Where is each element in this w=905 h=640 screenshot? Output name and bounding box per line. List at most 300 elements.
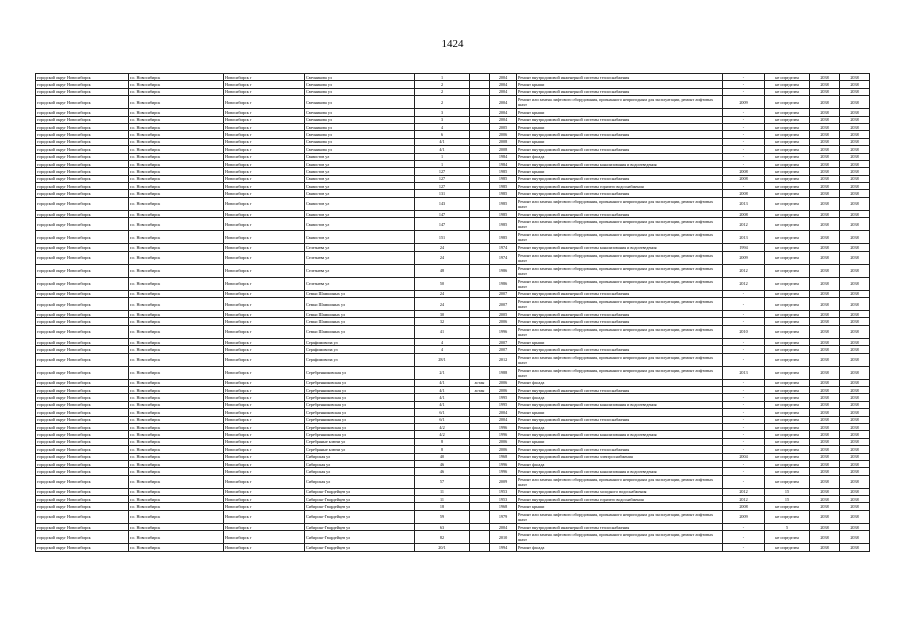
cell-building — [470, 244, 490, 251]
cell-repair-work-type: Ремонт внутридомовой инженерной системы теплоснабжения — [517, 416, 723, 423]
cell-municipal-entity: г.о. Новосибирск — [129, 146, 224, 153]
cell-street: Сибирско-Гвардейцев ул — [305, 496, 415, 503]
cell-plan-end-year: 2038 — [840, 386, 870, 393]
cell-plan-end-year: 2038 — [840, 210, 870, 217]
cell-repair-work-type: Ремонт внутридомовой инженерной системы теплоснабжения — [517, 190, 723, 197]
cell-wear-level: не определен — [765, 318, 810, 325]
table-row — [36, 197, 870, 210]
cell-settlement: Новосибирск г — [224, 168, 305, 175]
cell-street: Сибирско-Гвардейцев ул — [305, 523, 415, 530]
table-row — [36, 153, 870, 160]
table-row — [36, 160, 870, 167]
cell-last-repair-year: - — [723, 394, 765, 401]
cell-settlement: Новосибирск г — [224, 531, 305, 544]
cell-wear-level: не определен — [765, 416, 810, 423]
cell-house-number: 127 — [415, 183, 470, 190]
cell-repair-work-type: Ремонт или замена лифтового оборудования, признанного непригодным для эксплуатации, ремонт лифтовых шахт — [517, 510, 723, 523]
cell-house-number: 59 — [415, 510, 470, 523]
cell-house-number: 4/1 — [415, 146, 470, 153]
cell-wear-level: не определен — [765, 96, 810, 109]
cell-plan-end-year: 2038 — [840, 379, 870, 386]
cell-building — [470, 453, 490, 460]
cell-repair-work-type: Ремонт внутридомовой инженерной системы электроснабжения — [517, 453, 723, 460]
cell-street: Серебряные ключи ул — [305, 438, 415, 445]
cell-wear-level: не определен — [765, 175, 810, 182]
cell-last-repair-year: - — [723, 131, 765, 138]
cell-settlement: Новосибирск г — [224, 96, 305, 109]
cell-house-number: 2/1 — [415, 366, 470, 379]
cell-plan-start-year: 2038 — [810, 409, 840, 416]
cell-municipal-entity: г.о. Новосибирск — [129, 81, 224, 88]
table-row — [36, 175, 870, 182]
cell-repair-work-type: Ремонт крыши — [517, 123, 723, 130]
cell-last-repair-year: - — [723, 386, 765, 393]
cell-plan-end-year: 2038 — [840, 311, 870, 318]
cell-municipal-entity: г.о. Новосибирск — [129, 138, 224, 145]
cell-building — [470, 138, 490, 145]
cell-building — [470, 423, 490, 430]
cell-house-number: 11 — [415, 488, 470, 495]
cell-street: Серебренниковская ул — [305, 394, 415, 401]
cell-street: Свечникова ул — [305, 146, 415, 153]
cell-repair-work-type: Ремонт внутридомовой инженерной системы теплоснабжения — [517, 446, 723, 453]
cell-plan-end-year: 2038 — [840, 318, 870, 325]
cell-building — [470, 298, 490, 311]
cell-build-year: 1984 — [490, 160, 517, 167]
cell-municipal-entity: г.о. Новосибирск — [129, 431, 224, 438]
cell-house-number: 1 — [415, 160, 470, 167]
cell-street: Селезнева ул — [305, 244, 415, 251]
cell-plan-end-year: 2038 — [840, 453, 870, 460]
cell-last-repair-year: - — [723, 338, 765, 345]
cell-street: Сибирская ул — [305, 468, 415, 475]
cell-repair-work-type: Ремонт внутридомовой инженерной системы теплоснабжения — [517, 88, 723, 95]
cell-municipality: городской округ Новосибирск — [36, 218, 129, 231]
cell-building — [470, 190, 490, 197]
cell-municipality: городской округ Новосибирск — [36, 379, 129, 386]
cell-building — [470, 153, 490, 160]
cell-house-number: 4/1 — [415, 379, 470, 386]
cell-repair-work-type: Ремонт фасада — [517, 379, 723, 386]
cell-plan-start-year: 2038 — [810, 231, 840, 244]
cell-repair-work-type: Ремонт внутридомовой инженерной системы горячего водоснабжения — [517, 496, 723, 503]
cell-street: Селезнева ул — [305, 277, 415, 290]
cell-last-repair-year: - — [723, 531, 765, 544]
cell-street: Сибирско-Гвардейцев ул — [305, 510, 415, 523]
table-row — [36, 338, 870, 345]
cell-municipal-entity: г.о. Новосибирск — [129, 394, 224, 401]
cell-municipal-entity: г.о. Новосибирск — [129, 318, 224, 325]
cell-house-number: 24 — [415, 298, 470, 311]
table-row — [36, 544, 870, 551]
table-row — [36, 264, 870, 277]
cell-wear-level: не определен — [765, 431, 810, 438]
cell-last-repair-year: 2008 — [723, 210, 765, 217]
cell-municipality: городской округ Новосибирск — [36, 311, 129, 318]
cell-settlement: Новосибирск г — [224, 88, 305, 95]
table-row — [36, 96, 870, 109]
cell-wear-level: не определен — [765, 74, 810, 81]
cell-municipal-entity: г.о. Новосибирск — [129, 531, 224, 544]
cell-plan-start-year: 2038 — [810, 244, 840, 251]
cell-last-repair-year: 2012 — [723, 488, 765, 495]
cell-wear-level: не определен — [765, 423, 810, 430]
cell-wear-level: не определен — [765, 109, 810, 116]
cell-plan-start-year: 2038 — [810, 510, 840, 523]
cell-building — [470, 88, 490, 95]
cell-settlement: Новосибирск г — [224, 416, 305, 423]
cell-municipality: городской округ Новосибирск — [36, 160, 129, 167]
cell-municipality: городской округ Новосибирск — [36, 353, 129, 366]
cell-repair-work-type: Ремонт фасада — [517, 544, 723, 551]
page-number: 1424 — [441, 38, 464, 50]
cell-plan-end-year: 2038 — [840, 401, 870, 408]
cell-build-year: 2007 — [490, 298, 517, 311]
cell-street: Семьи Шамшиных ул — [305, 325, 415, 338]
cell-plan-end-year: 2038 — [840, 153, 870, 160]
cell-building — [470, 116, 490, 123]
cell-plan-end-year: 2038 — [840, 81, 870, 88]
table-row — [36, 416, 870, 423]
cell-plan-end-year: 2038 — [840, 123, 870, 130]
cell-building — [470, 290, 490, 297]
cell-repair-work-type: Ремонт или замена лифтового оборудования, признанного непригодным для эксплуатации, ремонт лифтовых шахт — [517, 96, 723, 109]
cell-repair-work-type: Ремонт или замена лифтового оборудования, признанного непригодным для эксплуатации, ремонт лифтовых шахт — [517, 325, 723, 338]
cell-build-year: 2008 — [490, 146, 517, 153]
cell-plan-start-year: 2038 — [810, 468, 840, 475]
cell-repair-work-type: Ремонт крыши — [517, 138, 723, 145]
cell-plan-end-year: 2038 — [840, 109, 870, 116]
cell-municipality: городской округ Новосибирск — [36, 251, 129, 264]
cell-last-repair-year: - — [723, 468, 765, 475]
cell-municipal-entity: г.о. Новосибирск — [129, 74, 224, 81]
cell-building — [470, 218, 490, 231]
cell-wear-level: 5 — [765, 523, 810, 530]
cell-street: Сибирская ул — [305, 460, 415, 467]
cell-municipality: городской округ Новосибирск — [36, 346, 129, 353]
cell-wear-level: не определен — [765, 394, 810, 401]
cell-municipality: городской округ Новосибирск — [36, 109, 129, 116]
cell-house-number: 147 — [415, 218, 470, 231]
cell-settlement: Новосибирск г — [224, 311, 305, 318]
cell-house-number: 2 — [415, 88, 470, 95]
cell-last-repair-year: - — [723, 311, 765, 318]
cell-plan-end-year: 2038 — [840, 325, 870, 338]
cell-municipal-entity: г.о. Новосибирск — [129, 353, 224, 366]
cell-municipal-entity: г.о. Новосибирск — [129, 168, 224, 175]
cell-wear-level: не определен — [765, 409, 810, 416]
cell-settlement: Новосибирск г — [224, 231, 305, 244]
table-row — [36, 468, 870, 475]
cell-house-number: 127 — [415, 168, 470, 175]
cell-building — [470, 123, 490, 130]
cell-municipal-entity: г.о. Новосибирск — [129, 131, 224, 138]
cell-plan-start-year: 2038 — [810, 277, 840, 290]
cell-building — [470, 338, 490, 345]
cell-settlement: Новосибирск г — [224, 338, 305, 345]
cell-wear-level: не определен — [765, 146, 810, 153]
table-row — [36, 298, 870, 311]
cell-build-year: 2004 — [490, 96, 517, 109]
table-row — [36, 379, 870, 386]
cell-street: Свечникова ул — [305, 138, 415, 145]
cell-last-repair-year: - — [723, 74, 765, 81]
cell-building — [470, 146, 490, 153]
cell-repair-work-type: Ремонт внутридомовой инженерной системы канализования и водоотведения — [517, 160, 723, 167]
table-row — [36, 81, 870, 88]
cell-municipality: городской округ Новосибирск — [36, 468, 129, 475]
cell-plan-end-year: 2038 — [840, 290, 870, 297]
cell-house-number: 4/2 — [415, 431, 470, 438]
table-row — [36, 394, 870, 401]
cell-plan-start-year: 2038 — [810, 379, 840, 386]
cell-street: Серафимовича ул — [305, 338, 415, 345]
cell-last-repair-year: 2008 — [723, 503, 765, 510]
cell-street: Селезнева ул — [305, 264, 415, 277]
cell-plan-start-year: 2038 — [810, 523, 840, 530]
cell-wear-level: не определен — [765, 510, 810, 523]
cell-wear-level: не определен — [765, 379, 810, 386]
cell-settlement: Новосибирск г — [224, 251, 305, 264]
cell-build-year: 1974 — [490, 251, 517, 264]
table-row — [36, 277, 870, 290]
cell-street: Серебренниковская ул — [305, 431, 415, 438]
cell-settlement: Новосибирск г — [224, 318, 305, 325]
cell-house-number: 6 — [415, 131, 470, 138]
table-row — [36, 116, 870, 123]
cell-municipality: городской округ Новосибирск — [36, 116, 129, 123]
cell-municipal-entity: г.о. Новосибирск — [129, 423, 224, 430]
table-row — [36, 88, 870, 95]
cell-municipal-entity: г.о. Новосибирск — [129, 160, 224, 167]
cell-wear-level: не определен — [765, 251, 810, 264]
cell-plan-start-year: 2038 — [810, 488, 840, 495]
cell-wear-level: не определен — [765, 311, 810, 318]
cell-wear-level: не определен — [765, 475, 810, 488]
cell-settlement: Новосибирск г — [224, 453, 305, 460]
cell-house-number: 1 — [415, 74, 470, 81]
table-row — [36, 431, 870, 438]
cell-plan-end-year: 2038 — [840, 244, 870, 251]
cell-repair-work-type: Ремонт или замена лифтового оборудования, признанного непригодным для эксплуатации, ремонт лифтовых шахт — [517, 218, 723, 231]
cell-last-repair-year: - — [723, 475, 765, 488]
cell-build-year: 2004 — [490, 109, 517, 116]
cell-plan-end-year: 2038 — [840, 496, 870, 503]
cell-build-year: 1968 — [490, 503, 517, 510]
table-row — [36, 438, 870, 445]
cell-plan-start-year: 2038 — [810, 175, 840, 182]
cell-last-repair-year: 2013 — [723, 366, 765, 379]
cell-settlement: Новосибирск г — [224, 123, 305, 130]
cell-building — [470, 183, 490, 190]
cell-plan-end-year: 2038 — [840, 510, 870, 523]
cell-plan-end-year: 2038 — [840, 488, 870, 495]
cell-repair-work-type: Ремонт внутридомовой инженерной системы канализования и водоотведения — [517, 244, 723, 251]
cell-plan-end-year: 2038 — [840, 394, 870, 401]
cell-last-repair-year: 2004 — [723, 453, 765, 460]
cell-settlement: Новосибирск г — [224, 175, 305, 182]
cell-house-number: 11 — [415, 496, 470, 503]
cell-plan-start-year: 2038 — [810, 338, 840, 345]
cell-house-number: 2 — [415, 96, 470, 109]
cell-building — [470, 446, 490, 453]
cell-house-number: 4/1 — [415, 386, 470, 393]
cell-plan-end-year: 2038 — [840, 131, 870, 138]
cell-municipality: городской округ Новосибирск — [36, 197, 129, 210]
cell-build-year: 1988 — [490, 366, 517, 379]
cell-settlement: Новосибирск г — [224, 503, 305, 510]
table-row — [36, 446, 870, 453]
cell-settlement: Новосибирск г — [224, 496, 305, 503]
cell-settlement: Новосибирск г — [224, 379, 305, 386]
cell-street: Свечникова ул — [305, 131, 415, 138]
cell-last-repair-year: 2012 — [723, 264, 765, 277]
cell-build-year: 2008 — [490, 138, 517, 145]
cell-house-number: 46 — [415, 460, 470, 467]
cell-settlement: Новосибирск г — [224, 431, 305, 438]
cell-house-number: 82 — [415, 531, 470, 544]
cell-street: Селезнева ул — [305, 251, 415, 264]
cell-build-year: 2004 — [490, 88, 517, 95]
cell-plan-end-year: 2038 — [840, 438, 870, 445]
cell-plan-start-year: 2038 — [810, 325, 840, 338]
cell-building — [470, 544, 490, 551]
cell-build-year: 2004 — [490, 409, 517, 416]
cell-plan-start-year: 2038 — [810, 290, 840, 297]
cell-wear-level: не определен — [765, 123, 810, 130]
cell-plan-end-year: 2038 — [840, 353, 870, 366]
cell-plan-end-year: 2038 — [840, 475, 870, 488]
cell-building — [470, 325, 490, 338]
cell-building — [470, 277, 490, 290]
table-row — [36, 168, 870, 175]
cell-building: астан — [470, 386, 490, 393]
cell-wear-level: не определен — [765, 160, 810, 167]
cell-repair-work-type: Ремонт внутридомовой инженерной системы теплоснабжения — [517, 386, 723, 393]
cell-house-number: 151 — [415, 231, 470, 244]
cell-municipality: городской округ Новосибирск — [36, 298, 129, 311]
cell-settlement: Новосибирск г — [224, 488, 305, 495]
cell-municipality: городской округ Новосибирск — [36, 153, 129, 160]
cell-repair-work-type: Ремонт или замена лифтового оборудования, признанного непригодным для эксплуатации, ремонт лифтовых шахт — [517, 475, 723, 488]
cell-plan-start-year: 2038 — [810, 386, 840, 393]
cell-settlement: Новосибирск г — [224, 210, 305, 217]
cell-municipal-entity: г.о. Новосибирск — [129, 153, 224, 160]
cell-municipality: городской округ Новосибирск — [36, 74, 129, 81]
cell-building — [470, 109, 490, 116]
cell-plan-start-year: 2038 — [810, 475, 840, 488]
cell-house-number: 2 — [415, 81, 470, 88]
table-row — [36, 190, 870, 197]
cell-repair-work-type: Ремонт фасада — [517, 394, 723, 401]
cell-house-number: 28/1 — [415, 353, 470, 366]
cell-repair-work-type: Ремонт фасада — [517, 423, 723, 430]
cell-last-repair-year: 2012 — [723, 277, 765, 290]
cell-building — [470, 468, 490, 475]
cell-build-year: 1985 — [490, 210, 517, 217]
cell-build-year: 1985 — [490, 175, 517, 182]
cell-house-number: 1 — [415, 153, 470, 160]
cell-settlement: Новосибирск г — [224, 401, 305, 408]
cell-build-year: 1996 — [490, 431, 517, 438]
cell-settlement: Новосибирск г — [224, 423, 305, 430]
cell-plan-start-year: 2038 — [810, 88, 840, 95]
cell-plan-end-year: 2038 — [840, 298, 870, 311]
cell-last-repair-year: - — [723, 146, 765, 153]
cell-house-number: 4/2 — [415, 423, 470, 430]
table-row — [36, 460, 870, 467]
cell-plan-end-year: 2038 — [840, 416, 870, 423]
cell-municipality: городской округ Новосибирск — [36, 81, 129, 88]
cell-build-year: 1985 — [490, 218, 517, 231]
cell-wear-level: не определен — [765, 264, 810, 277]
cell-build-year: 2007 — [490, 346, 517, 353]
cell-building — [470, 96, 490, 109]
cell-building — [470, 503, 490, 510]
cell-building — [470, 318, 490, 325]
cell-settlement: Новосибирск г — [224, 298, 305, 311]
cell-municipal-entity: г.о. Новосибирск — [129, 503, 224, 510]
cell-street: Серебренниковская ул — [305, 401, 415, 408]
cell-municipality: городской округ Новосибирск — [36, 446, 129, 453]
cell-municipal-entity: г.о. Новосибирск — [129, 488, 224, 495]
cell-plan-start-year: 2038 — [810, 81, 840, 88]
cell-house-number: 3 — [415, 109, 470, 116]
cell-municipal-entity: г.о. Новосибирск — [129, 460, 224, 467]
cell-street: Серафимовича ул — [305, 353, 415, 366]
cell-wear-level: не определен — [765, 460, 810, 467]
cell-house-number: 24 — [415, 244, 470, 251]
cell-municipal-entity: г.о. Новосибирск — [129, 116, 224, 123]
cell-repair-work-type: Ремонт внутридомовой инженерной системы теплоснабжения — [517, 318, 723, 325]
cell-repair-work-type: Ремонт внутридомовой инженерной системы теплоснабжения — [517, 290, 723, 297]
cell-plan-start-year: 2038 — [810, 423, 840, 430]
cell-house-number: 41 — [415, 325, 470, 338]
cell-municipality: городской округ Новосибирск — [36, 183, 129, 190]
cell-repair-work-type: Ремонт или замена лифтового оборудования, признанного непригодным для эксплуатации, ремонт лифтовых шахт — [517, 231, 723, 244]
cell-municipality: городской округ Новосибирск — [36, 244, 129, 251]
cell-building — [470, 168, 490, 175]
cell-last-repair-year: 1994 — [723, 244, 765, 251]
cell-plan-start-year: 2038 — [810, 438, 840, 445]
cell-municipal-entity: г.о. Новосибирск — [129, 409, 224, 416]
cell-building — [470, 197, 490, 210]
cell-street: Связистов ул — [305, 160, 415, 167]
cell-last-repair-year: - — [723, 109, 765, 116]
cell-settlement: Новосибирск г — [224, 446, 305, 453]
cell-plan-end-year: 2038 — [840, 468, 870, 475]
cell-municipal-entity: г.о. Новосибирск — [129, 438, 224, 445]
cell-wear-level: не определен — [765, 116, 810, 123]
cell-plan-start-year: 2038 — [810, 218, 840, 231]
cell-municipal-entity: г.о. Новосибирск — [129, 96, 224, 109]
cell-plan-start-year: 2038 — [810, 251, 840, 264]
cell-repair-work-type: Ремонт внутридомовой инженерной системы теплоснабжения — [517, 116, 723, 123]
cell-street: Сибирская ул — [305, 453, 415, 460]
cell-municipality: городской округ Новосибирск — [36, 168, 129, 175]
cell-plan-start-year: 2038 — [810, 394, 840, 401]
cell-municipal-entity: г.о. Новосибирск — [129, 453, 224, 460]
cell-municipality: городской округ Новосибирск — [36, 366, 129, 379]
cell-municipality: городской округ Новосибирск — [36, 318, 129, 325]
cell-last-repair-year: - — [723, 353, 765, 366]
cell-street: Сибирско-Гвардейцев ул — [305, 531, 415, 544]
cell-wear-level: не определен — [765, 81, 810, 88]
cell-build-year: 1985 — [490, 183, 517, 190]
cell-last-repair-year: 2008 — [723, 175, 765, 182]
cell-repair-work-type: Ремонт фасада — [517, 460, 723, 467]
cell-municipal-entity: г.о. Новосибирск — [129, 109, 224, 116]
